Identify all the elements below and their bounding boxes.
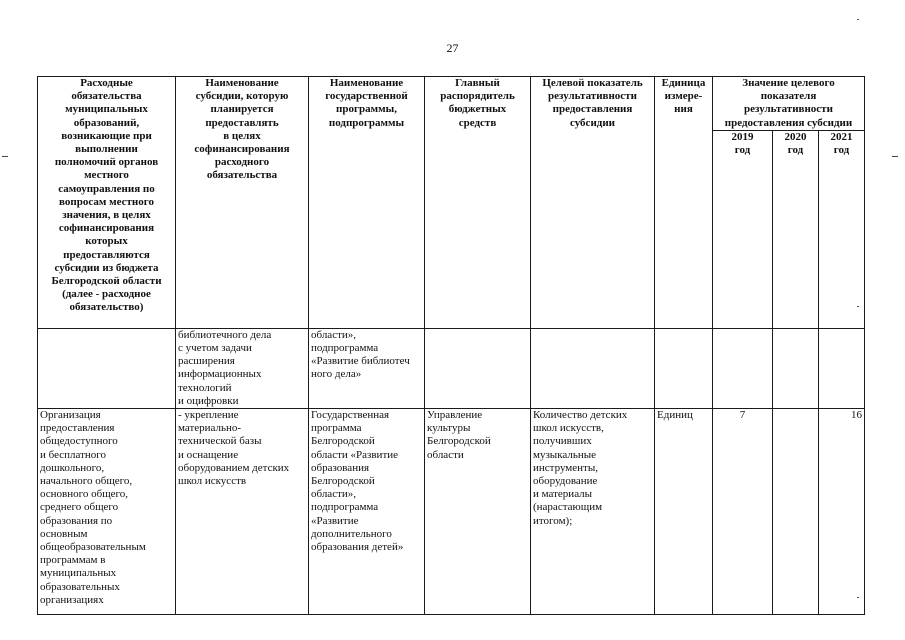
header-budget-manager: Главный распорядитель бюджетных средств [425, 77, 531, 329]
page-number: 27 [446, 41, 459, 55]
cell-budget-manager: Управление культуры Белгородской области [425, 409, 531, 615]
header-unit: Единица измере- ния [655, 77, 713, 329]
cell-value-2020 [773, 409, 819, 615]
cell-program-name: области», подпрограмма «Развитие библиотеч ного дела» [309, 328, 425, 408]
cell-budget-manager [425, 328, 531, 408]
scan-speck [857, 19, 859, 20]
scan-mark-right [892, 156, 898, 157]
header-year-2019: 2019 год [713, 130, 773, 328]
cell-expense-obligation: Организация предоставления общедоступного и бесплатного дошкольного, начального общего, основного общего, среднего общего образования по основным общеобразовательным программам в муниципальных образовательных организациях [38, 409, 176, 615]
cell-subsidy-name: - укрепление материально- технической базы и оснащение оборудованием детских школ искусств [176, 409, 309, 615]
header-year-2021: 2021 год [819, 130, 865, 328]
header-target-value: Значение целевого показателя результативности предоставления субсидии [713, 77, 865, 131]
cell-expense-obligation [38, 328, 176, 408]
scan-speck [857, 597, 859, 598]
header-program-name: Наименование государственной программы, подпрограммы [309, 77, 425, 329]
table-row [38, 409, 865, 615]
cell-program-name: Государственная программа Белгородской области «Развитие образования Белгородской области», подпрограмма «Развитие дополнительного образования детей» [309, 409, 425, 615]
cell-value-2019 [713, 328, 773, 408]
cell-value-2020 [773, 328, 819, 408]
header-subsidy-name: Наименование субсидии, которую планируется предоставлять в целях софинансирования расходного обязательства [176, 77, 309, 329]
cell-subsidy-name: библиотечного дела с учетом задачи расширения информационных технологий и оцифровки [176, 328, 309, 408]
cell-unit: Единиц [655, 409, 713, 615]
cell-target-indicator [531, 328, 655, 408]
cell-target-indicator: Количество детских школ искусств, получивших музыкальные инструменты, оборудование и материалы (нарастающим итогом); [531, 409, 655, 615]
cell-value-2021 [819, 328, 865, 408]
header-row [38, 77, 865, 131]
cell-value-2019: 7 [713, 409, 773, 615]
cell-unit [655, 328, 713, 408]
subsidy-table [37, 76, 865, 615]
scan-mark-left [2, 156, 8, 157]
header-year-2020: 2020 год [773, 130, 819, 328]
header-expense-obligation: Расходные обязательства муниципальных образований, возникающие при выполнении полномочий органов местного самоуправления по вопросам местного значения, в целях софинансирования которых предоставляются субсидии из бюджета Белгородской области (далее - расходное обязательство) [38, 77, 176, 329]
header-target-indicator: Целевой показатель результативности предоставления субсидии [531, 77, 655, 329]
table-row [38, 328, 865, 408]
cell-value-2021: 16 [819, 409, 865, 615]
scan-speck [857, 306, 859, 307]
